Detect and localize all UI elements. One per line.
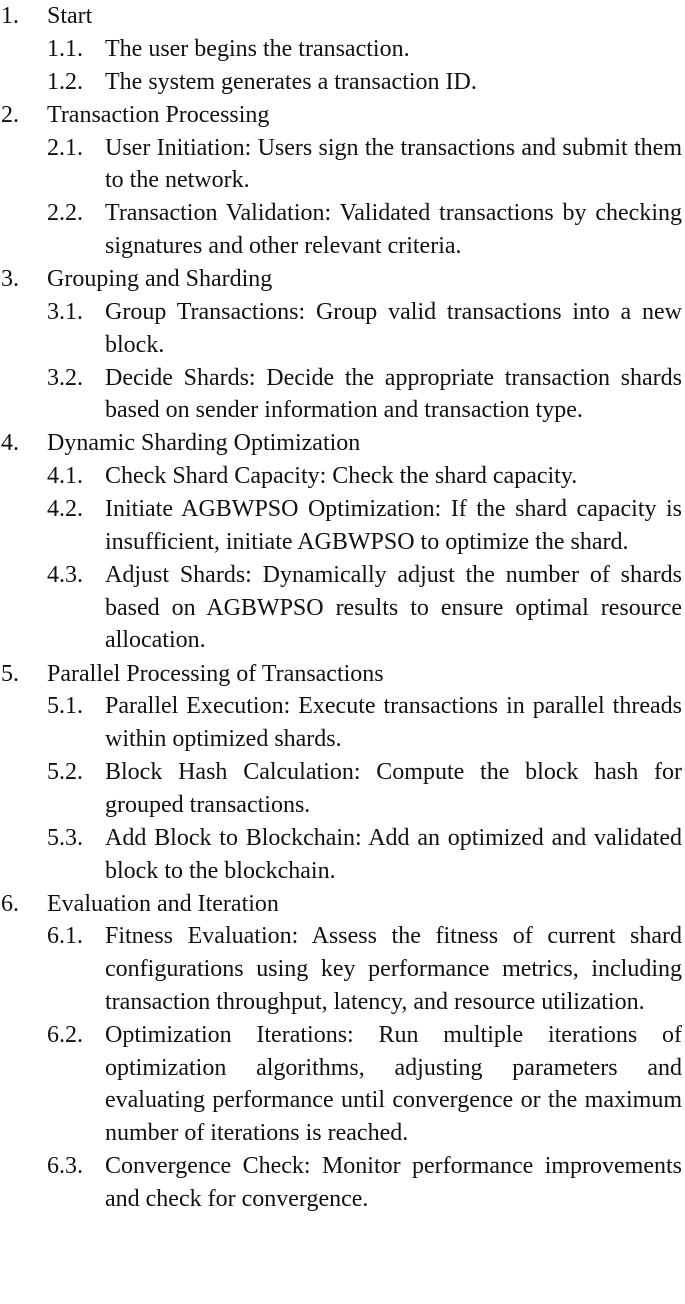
substep-3-2 (0, 362, 685, 427)
substep-number: 2.1. (47, 134, 83, 161)
step-title: Grouping and Sharding (47, 266, 273, 293)
step-number: 6. (1, 890, 19, 917)
substep-6-1 (0, 920, 685, 1018)
step-number: 5. (1, 660, 19, 687)
substep-5-1 (0, 690, 685, 755)
substep-text: Fitness Evaluation: Assess the fitness of current shard configurations using key performance metrics, including transaction throughput, latency, and resource utilization. (105, 923, 682, 1015)
substep-number: 5.3. (47, 824, 83, 851)
substep-4-1 (0, 460, 685, 493)
step-2 (0, 99, 685, 132)
substep-number: 6.1. (47, 923, 83, 950)
substep-number: 2.2. (47, 200, 83, 227)
step-title: Evaluation and Iteration (47, 890, 279, 917)
step-6 (0, 888, 685, 921)
step-5 (0, 658, 685, 691)
substep-text: User Initiation: Users sign the transactions and submit them to the network. (105, 134, 682, 194)
substep-1-1 (0, 33, 685, 66)
step-number: 3. (1, 266, 19, 293)
substep-number: 3.2. (47, 364, 83, 391)
substep-number: 4.1. (47, 463, 83, 490)
substep-4-2 (0, 493, 685, 558)
step-number: 1. (1, 3, 19, 29)
step-number: 2. (1, 101, 19, 128)
substep-text: Convergence Check: Monitor performance improvements and check for convergence. (105, 1153, 682, 1212)
step-3 (0, 263, 685, 296)
substep-number: 1.2. (47, 68, 83, 95)
substep-text: Decide Shards: Decide the appropriate transaction shards based on sender information and transaction type. (105, 364, 682, 424)
substep-text: Adjust Shards: Dynamically adjust the number of shards based on AGBWPSO results to ensure optimal resource allocation. (105, 562, 682, 654)
step-4 (0, 427, 685, 460)
substep-number: 5.1. (47, 693, 83, 720)
substep-number: 6.3. (47, 1153, 83, 1180)
substep-number: 6.2. (47, 1021, 83, 1048)
substep-text: Check Shard Capacity: Check the shard capacity. (105, 463, 578, 490)
substep-text: The user begins the transaction. (105, 35, 410, 62)
substep-text: The system generates a transaction ID. (105, 68, 477, 95)
substep-2-1 (0, 132, 685, 197)
substep-6-2 (0, 1019, 685, 1150)
substep-number: 3.1. (47, 298, 83, 325)
substep-number: 5.2. (47, 759, 83, 786)
substep-number: 4.3. (47, 562, 83, 589)
substep-text: Block Hash Calculation: Compute the block hash for grouped transactions. (105, 759, 682, 818)
substep-text: Transaction Validation: Validated transactions by checking signatures and other relevant criteria. (105, 200, 682, 260)
step-title: Start (47, 3, 93, 29)
substep-text: Add Block to Blockchain: Add an optimized and validated block to the blockchain. (105, 824, 682, 884)
substep-text: Parallel Execution: Execute transactions in parallel threads within optimized shards. (105, 693, 682, 752)
substep-1-2 (0, 66, 685, 99)
step-title: Parallel Processing of Transactions (47, 660, 384, 687)
step-title: Dynamic Sharding Optimization (47, 430, 361, 457)
substep-text: Group Transactions: Group valid transactions into a new block. (105, 298, 682, 358)
substep-3-1 (0, 296, 685, 361)
substep-6-3 (0, 1150, 685, 1215)
substep-number: 1.1. (47, 35, 83, 62)
substep-4-3 (0, 559, 685, 657)
step-1 (0, 0, 685, 33)
substep-number: 4.2. (47, 496, 83, 523)
step-number: 4. (1, 430, 19, 457)
substep-5-3 (0, 822, 685, 887)
substep-5-2 (0, 756, 685, 821)
substep-text: Initiate AGBWPSO Optimization: If the shard capacity is insufficient, initiate AGBWPSO to optimize the shard. (105, 496, 682, 555)
step-title: Transaction Processing (47, 101, 270, 128)
substep-text: Optimization Iterations: Run multiple iterations of optimization algorithms, adjusting parameters and evaluating performance until convergence or the maximum number of iterations is reached. (105, 1021, 682, 1146)
substep-2-2 (0, 197, 685, 262)
